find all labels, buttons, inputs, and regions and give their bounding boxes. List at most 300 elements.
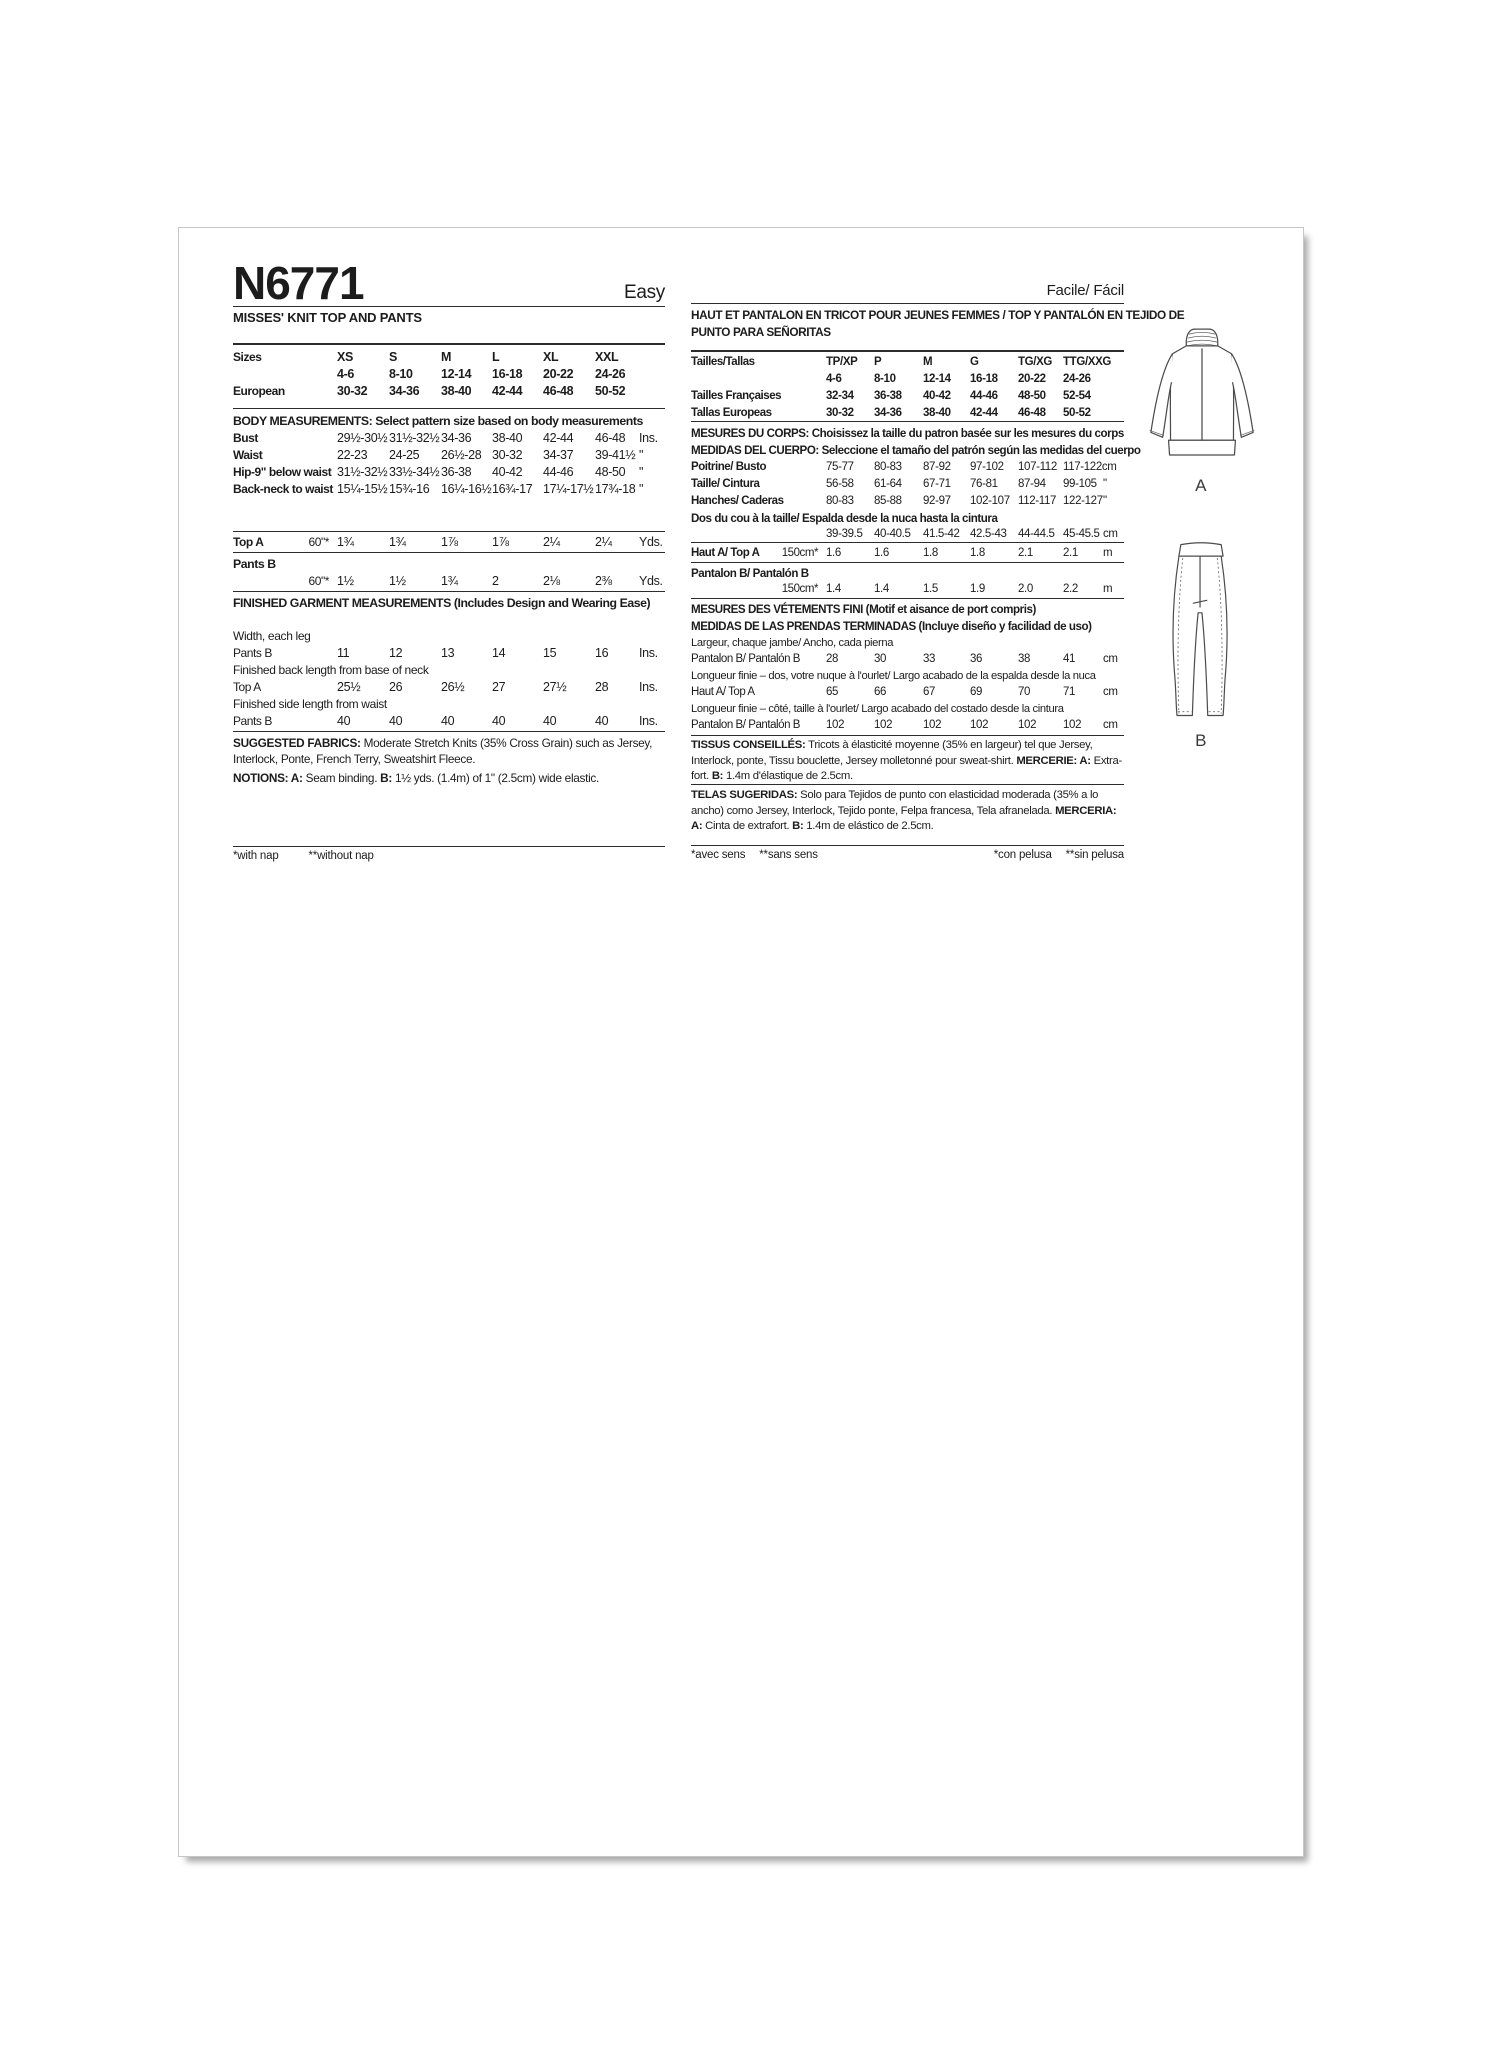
cell: 42-44 bbox=[543, 431, 574, 445]
unit-cell: m bbox=[1103, 547, 1113, 559]
cell: 40 bbox=[389, 714, 403, 728]
garment-illustrations bbox=[1131, 323, 1271, 973]
cell: 38-40 bbox=[441, 384, 472, 398]
cell: L bbox=[492, 350, 500, 364]
title-fr-es-line2: PUNTO PARA SEÑORITAS bbox=[691, 325, 831, 339]
cell: 4-6 bbox=[826, 373, 842, 385]
con-pelusa-note: *con pelusa bbox=[993, 849, 1052, 861]
cell: 34-36 bbox=[441, 431, 472, 445]
row-label: Tailles Françaises bbox=[691, 390, 782, 402]
cell: 71 bbox=[1063, 686, 1076, 698]
cell: 30 bbox=[874, 653, 887, 665]
cell: 42-44 bbox=[492, 384, 523, 398]
garment-label: Haut A/ Top A bbox=[691, 547, 760, 559]
sizes-row bbox=[691, 354, 1124, 371]
finished-heading-fr: MESURES DES VÉTEMENTS FINI (Motif et aisance de port compris) bbox=[691, 603, 1036, 616]
row-label bbox=[233, 366, 337, 383]
unit-cell: Ins. bbox=[639, 646, 658, 660]
cell: 40 bbox=[441, 714, 455, 728]
cell: 2.0 bbox=[1018, 583, 1033, 595]
row-label: Sizes bbox=[233, 350, 262, 364]
cell: 1.6 bbox=[874, 547, 889, 559]
unit-cell bbox=[639, 366, 665, 383]
cell: 2.1 bbox=[1063, 547, 1078, 559]
cell: 48-50 bbox=[1018, 390, 1046, 402]
unit-cell bbox=[1103, 388, 1124, 405]
difficulty-en: Easy bbox=[623, 282, 665, 303]
cell: 8-10 bbox=[389, 367, 413, 381]
cell: 28 bbox=[595, 680, 609, 694]
cell: 67-71 bbox=[923, 478, 951, 490]
cell: 40 bbox=[595, 714, 609, 728]
cell: 70 bbox=[1018, 686, 1031, 698]
cell: 1.5 bbox=[923, 583, 938, 595]
cell: 2⅜ bbox=[595, 574, 612, 588]
cell: 17¾-18 bbox=[595, 482, 636, 496]
body-measurements-heading-es: MEDIDAS DEL CUERPO: Seleccione el tamaño del patrón según las medidas del cuerpo bbox=[691, 444, 1141, 457]
yardage-label-pants-b: Pants B bbox=[233, 557, 276, 571]
cell: 1¾ bbox=[441, 574, 458, 588]
finished-sub-back-length-fr-es: Longueur finie – dos, votre nuque à l'ourlet/ Largo acabado de la espalda desde la nuca bbox=[691, 670, 1096, 682]
fabric-width: 150cm* bbox=[781, 547, 818, 559]
avec-sens-note: *avec sens bbox=[691, 849, 746, 861]
garment-label: Top A bbox=[233, 535, 264, 549]
sans-sens-note: **sans sens bbox=[759, 849, 818, 861]
body-row bbox=[691, 476, 1124, 493]
back-neck-values-row bbox=[691, 526, 1124, 543]
cell: 1.8 bbox=[970, 547, 985, 559]
mercerie-b-label: B: bbox=[711, 770, 724, 782]
cell: 15¾-16 bbox=[389, 482, 430, 496]
unit-cell bbox=[639, 383, 665, 400]
finished-row bbox=[233, 713, 665, 730]
unit-cell: cm bbox=[1103, 719, 1118, 731]
fabric-width: 60"* bbox=[308, 535, 329, 549]
cell: 40 bbox=[337, 714, 351, 728]
notions-text-a: Seam binding. bbox=[302, 771, 381, 785]
header-row bbox=[233, 248, 665, 309]
divider bbox=[691, 562, 1124, 563]
cell: TP/XP bbox=[826, 356, 858, 368]
cell: 34-36 bbox=[874, 407, 902, 419]
cell: 8-10 bbox=[874, 373, 896, 385]
divider bbox=[691, 735, 1124, 736]
cell: 1.6 bbox=[826, 547, 841, 559]
cell: 38 bbox=[1018, 653, 1031, 665]
cell: 102-107 bbox=[970, 495, 1010, 507]
cell: 117-122cm bbox=[1063, 461, 1117, 473]
body-row bbox=[233, 430, 665, 447]
finished-row bbox=[691, 651, 1124, 668]
mercerie-text-b: 1.4m d'élastique de 2.5cm. bbox=[723, 770, 853, 782]
cell: 1⅞ bbox=[492, 535, 509, 549]
merceria-text-a: Cinta de extrafort. bbox=[702, 820, 793, 832]
cell: 102 bbox=[970, 719, 989, 731]
cell: 16-18 bbox=[492, 367, 523, 381]
cell: 69 bbox=[970, 686, 983, 698]
divider bbox=[691, 350, 1124, 352]
garment-a-illustration bbox=[1143, 323, 1261, 471]
cell: 30-32 bbox=[492, 448, 523, 462]
cell: 44-46 bbox=[543, 465, 574, 479]
cell: 38-40 bbox=[492, 431, 523, 445]
cell: 25½ bbox=[337, 680, 361, 694]
cell: 28 bbox=[826, 653, 839, 665]
sizes-row bbox=[691, 405, 1124, 422]
yardage-label-pantalon-b: Pantalon B/ Pantalón B bbox=[691, 567, 809, 580]
row-label: Pantalon B/ Pantalón B bbox=[691, 719, 801, 731]
notions bbox=[233, 770, 665, 786]
row-label bbox=[691, 371, 826, 388]
cell: 16¾-17 bbox=[492, 482, 533, 496]
cell: 75-77 bbox=[826, 461, 854, 473]
divider bbox=[233, 552, 665, 553]
sizes-row bbox=[691, 388, 1124, 405]
cell: 99-105 bbox=[1063, 478, 1097, 490]
cell: 36-38 bbox=[441, 465, 472, 479]
cell: 2.1 bbox=[1018, 547, 1033, 559]
cell: 31½-32½ bbox=[337, 465, 388, 479]
cell: 33 bbox=[923, 653, 936, 665]
cell: 65 bbox=[826, 686, 839, 698]
nap-footnote-fr-es bbox=[691, 849, 1124, 861]
suggested-fabrics-lead: SUGGESTED FABRICS: bbox=[233, 736, 361, 750]
row-label bbox=[691, 581, 826, 598]
cell: XXL bbox=[595, 350, 619, 364]
cell: 42-44 bbox=[970, 407, 998, 419]
unit-cell: Yds. bbox=[639, 574, 663, 588]
cell: 50-52 bbox=[595, 384, 626, 398]
body-row bbox=[691, 493, 1124, 510]
cell: 85-88 bbox=[874, 495, 902, 507]
mercerie-text-a: Extra-fort. bbox=[691, 754, 1122, 782]
cell: 61-64 bbox=[874, 478, 902, 490]
row-label: Top A bbox=[233, 680, 261, 694]
cell: 97-102 bbox=[970, 461, 1004, 473]
unit-cell bbox=[1103, 371, 1124, 388]
cell: 12 bbox=[389, 646, 403, 660]
cell: 20-22 bbox=[1018, 373, 1046, 385]
unit-cell: " bbox=[639, 448, 644, 462]
cell: 15¼-15½ bbox=[337, 482, 388, 496]
row-label: Tailles/Tallas bbox=[691, 356, 755, 368]
notions-text-b: 1½ yds. (1.4m) of 1" (2.5cm) wide elastic. bbox=[392, 771, 600, 785]
finished-sub-width-leg-fr-es: Largeur, chaque jambe/ Ancho, cada pierna bbox=[691, 637, 894, 649]
unit-cell bbox=[1103, 459, 1124, 476]
row-label: Poitrine/ Busto bbox=[691, 461, 767, 473]
cell: 102 bbox=[1018, 719, 1037, 731]
finished-row bbox=[691, 717, 1124, 734]
unit-cell: m bbox=[1103, 583, 1113, 595]
row-label: Taille/ Cintura bbox=[691, 478, 760, 490]
cell: 45-45.5 bbox=[1063, 528, 1100, 540]
finished-sub-width-leg: Width, each leg bbox=[233, 629, 311, 643]
merceria-b-label: B: bbox=[792, 820, 804, 832]
cell: 30-32 bbox=[337, 384, 368, 398]
garment-b-illustration bbox=[1157, 536, 1245, 728]
cell: 17¼-17½ bbox=[543, 482, 594, 496]
cell: 40 bbox=[543, 714, 557, 728]
cell: 40-42 bbox=[923, 390, 951, 402]
title-fr-es-line1: HAUT ET PANTALON EN TRICOT POUR JEUNES FEMMES / TOP Y PANTALÓN EN TEJIDO DE bbox=[691, 308, 1185, 322]
divider bbox=[233, 306, 665, 307]
cell: 46-48 bbox=[595, 431, 626, 445]
divider bbox=[691, 598, 1124, 599]
finished-row bbox=[233, 645, 665, 662]
tissus-text: Tricots à élasticité moyenne (35% en largeur) tel que Jersey, Interlock, ponte, Tissu bouclette, Jersey molletonné pour sweat-shirt. bbox=[691, 739, 1093, 767]
finished-heading-es: MEDIDAS DE LAS PRENDAS TERMINADAS (Incluye diseño y facilidad de uso) bbox=[691, 620, 1092, 633]
sin-pelusa-note: **sin pelusa bbox=[1065, 849, 1124, 861]
with-nap-note: *with nap bbox=[233, 850, 279, 862]
cell: 1¾ bbox=[389, 535, 406, 549]
yardage-row-top-a bbox=[233, 534, 665, 551]
cell: 1.9 bbox=[970, 583, 985, 595]
cell: 46-48 bbox=[543, 384, 574, 398]
divider bbox=[233, 531, 665, 532]
cell: 44-46 bbox=[970, 390, 998, 402]
cell: 1⅞ bbox=[441, 535, 458, 549]
notions-b-label: B: bbox=[380, 771, 393, 785]
cell: 87-94 bbox=[1018, 478, 1046, 490]
cell: 14 bbox=[492, 646, 506, 660]
row-label: Pantalon B/ Pantalón B bbox=[691, 653, 801, 665]
french-spanish-column bbox=[691, 228, 1185, 1856]
cell: 1½ bbox=[389, 574, 406, 588]
english-column bbox=[233, 228, 665, 1856]
cell: 41.5-42 bbox=[923, 528, 960, 540]
cell: 32-34 bbox=[826, 390, 854, 402]
body-measurements-heading-fr: MESURES DU CORPS: Choisissez la taille du patron basée sur les mesures du corps bbox=[691, 427, 1124, 440]
cell: 80-83 bbox=[826, 495, 854, 507]
cell: 33½-34½ bbox=[389, 465, 440, 479]
sizes-row bbox=[233, 349, 665, 366]
suggested-fabrics-text: Moderate Stretch Knits (35% Cross Grain) such as Jersey, Interlock, Ponte, French Terry, Sweatshirt Fleece. bbox=[233, 736, 653, 766]
cell: 42.5-43 bbox=[970, 528, 1007, 540]
cell: 112-117 bbox=[1018, 495, 1057, 507]
divider bbox=[233, 591, 665, 592]
cell: 76-81 bbox=[970, 478, 998, 490]
row-label: Hanches/ Caderas bbox=[691, 495, 784, 507]
row-label bbox=[691, 526, 826, 543]
finished-sub-back-length: Finished back length from base of neck bbox=[233, 663, 429, 677]
telas-text: Solo para Tejidos de punto con elasticidad moderada (35% a lo ancho) como Jersey, Interlock, Tejido ponte, Felpa francesa, Tela afranelada. bbox=[691, 789, 1099, 817]
cell: 40 bbox=[492, 714, 506, 728]
cell: 22-23 bbox=[337, 448, 368, 462]
row-label: Tallas Europeas bbox=[691, 407, 772, 419]
without-nap-note: **without nap bbox=[308, 850, 374, 862]
divider bbox=[691, 542, 1124, 543]
cell: 15 bbox=[543, 646, 557, 660]
cell: 26½-28 bbox=[441, 448, 482, 462]
unit-cell bbox=[639, 349, 665, 366]
cell: 67 bbox=[923, 686, 936, 698]
divider bbox=[233, 731, 665, 732]
nap-footnote-en bbox=[233, 850, 665, 862]
cell: 1¾ bbox=[337, 535, 354, 549]
cell: 27 bbox=[492, 680, 506, 694]
cell: 12-14 bbox=[441, 367, 472, 381]
divider bbox=[691, 784, 1124, 785]
cell: 26 bbox=[389, 680, 403, 694]
row-label: Haut A/ Top A bbox=[691, 686, 755, 698]
cell: 39-39.5 bbox=[826, 528, 863, 540]
unit-cell: Ins. bbox=[639, 714, 658, 728]
body-row bbox=[233, 464, 665, 481]
pattern-envelope-page bbox=[178, 227, 1304, 1857]
cell: TTG/XXG bbox=[1063, 356, 1112, 368]
cell: 87-92 bbox=[923, 461, 951, 473]
unit-cell: Ins. bbox=[639, 680, 658, 694]
nap-footnote-es bbox=[994, 849, 1124, 861]
cell: 2 bbox=[492, 574, 499, 588]
cell: 102 bbox=[1063, 719, 1082, 731]
divider bbox=[691, 421, 1124, 422]
garment-b-label: B bbox=[1195, 731, 1207, 750]
row-label: European bbox=[233, 384, 285, 398]
cell: 30-32 bbox=[826, 407, 854, 419]
cell: 80-83 bbox=[874, 461, 902, 473]
unit-cell: Ins. bbox=[639, 431, 658, 445]
divider bbox=[233, 343, 665, 345]
suggested-fabrics-fr bbox=[691, 738, 1124, 785]
cell: 2.2 bbox=[1063, 583, 1078, 595]
unit-cell bbox=[1103, 354, 1124, 371]
cell: 34-37 bbox=[543, 448, 574, 462]
cell: 34-36 bbox=[389, 384, 420, 398]
cell: 38-40 bbox=[923, 407, 951, 419]
cell: 36-38 bbox=[874, 390, 902, 402]
row-label bbox=[233, 573, 337, 590]
unit-cell bbox=[1103, 405, 1124, 422]
row-label: Back-neck to waist bbox=[233, 482, 333, 496]
unit-cell: " bbox=[1103, 478, 1107, 490]
telas-lead: TELAS SUGERIDAS: bbox=[691, 789, 798, 801]
cell: 31½-32½ bbox=[389, 431, 440, 445]
row-label: Bust bbox=[233, 431, 258, 445]
divider bbox=[233, 408, 665, 409]
cell: 50-52 bbox=[1063, 407, 1091, 419]
body-measurements-heading: BODY MEASUREMENTS: Select pattern size based on body measurements bbox=[233, 414, 643, 428]
cell: 2¼ bbox=[595, 535, 612, 549]
notions-lead: NOTIONS: A: bbox=[233, 771, 303, 785]
cell: 40-40.5 bbox=[874, 528, 911, 540]
cell: 56-58 bbox=[826, 478, 854, 490]
divider bbox=[691, 303, 1124, 304]
cell: 16-18 bbox=[970, 373, 998, 385]
cell: TG/XG bbox=[1018, 356, 1053, 368]
back-neck-label-fr-es: Dos du cou à la taille/ Espalda desde la nuca hasta la cintura bbox=[691, 512, 998, 525]
cell: S bbox=[389, 350, 397, 364]
cell: 29½-30½ bbox=[337, 431, 388, 445]
cell: 52-54 bbox=[1063, 390, 1091, 402]
cell: 46-48 bbox=[1018, 407, 1046, 419]
suggested-fabrics-es bbox=[691, 788, 1124, 835]
unit-cell: Yds. bbox=[639, 535, 663, 549]
cell: 2⅛ bbox=[543, 574, 560, 588]
cell: 1.4 bbox=[874, 583, 889, 595]
tissus-lead: TISSUS CONSEILLÉS: bbox=[691, 739, 806, 751]
finished-sub-side-length: Finished side length from waist bbox=[233, 697, 387, 711]
garment-a-label: A bbox=[1195, 476, 1207, 495]
divider bbox=[691, 845, 1124, 846]
cell: 27½ bbox=[543, 680, 567, 694]
cell: 41 bbox=[1063, 653, 1076, 665]
cell: 16 bbox=[595, 646, 609, 660]
merceria-text-b: 1.4m de elástico de 2.5cm. bbox=[803, 820, 934, 832]
mercerie-lead: MERCERIE: A: bbox=[1016, 754, 1091, 767]
cell: 66 bbox=[874, 686, 887, 698]
cell: M bbox=[441, 350, 452, 364]
cell: 26½ bbox=[441, 680, 465, 694]
cell: 2¼ bbox=[543, 535, 560, 549]
finished-sub-side-length-fr-es: Longueur finie – côté, taille à l'ourlet/ Largo acabado del costado desde la cintura bbox=[691, 703, 1064, 715]
row-label: Waist bbox=[233, 448, 263, 462]
cell: 1.8 bbox=[923, 547, 938, 559]
cell: 102 bbox=[923, 719, 942, 731]
finished-row bbox=[233, 679, 665, 696]
cell: P bbox=[874, 356, 882, 368]
unit-cell: cm bbox=[1103, 686, 1118, 698]
cell: 107-112 bbox=[1018, 461, 1057, 473]
cell: 13 bbox=[441, 646, 455, 660]
cell: 102 bbox=[826, 719, 845, 731]
unit-cell: cm bbox=[1103, 528, 1118, 540]
yardage-row-pantalon-b bbox=[691, 581, 1124, 598]
cell: 102 bbox=[874, 719, 893, 731]
unit-cell: cm bbox=[1103, 653, 1118, 665]
pattern-number: N6771 bbox=[233, 256, 364, 309]
merceria-lead: MERCERIA: A: bbox=[691, 804, 1117, 832]
yardage-row-haut-a bbox=[691, 545, 1124, 562]
cell: 36 bbox=[970, 653, 983, 665]
sizes-row bbox=[233, 366, 665, 383]
cell: 1.4 bbox=[826, 583, 841, 595]
cell: 12-14 bbox=[923, 373, 951, 385]
body-row bbox=[691, 459, 1124, 476]
cell: 11 bbox=[337, 646, 350, 660]
cell: XL bbox=[543, 350, 559, 364]
unit-cell: " bbox=[1103, 495, 1107, 507]
row-label bbox=[233, 534, 337, 551]
title-en: MISSES' KNIT TOP AND PANTS bbox=[233, 310, 422, 325]
difficulty-fr-es: Facile/ Fácil bbox=[1046, 282, 1124, 299]
sizes-row bbox=[691, 371, 1124, 388]
cell: 48-50 bbox=[595, 465, 626, 479]
yardage-row-pants-b bbox=[233, 573, 665, 590]
cell: G bbox=[970, 356, 979, 368]
cell: 92-97 bbox=[923, 495, 951, 507]
cell: 1½ bbox=[337, 574, 354, 588]
cell: 24-26 bbox=[1063, 373, 1091, 385]
cell: 24-25 bbox=[389, 448, 420, 462]
cell: 24-26 bbox=[595, 367, 626, 381]
sizes-row bbox=[233, 383, 665, 400]
body-row bbox=[233, 447, 665, 464]
finished-row bbox=[691, 684, 1124, 701]
row-label: Hip-9" below waist bbox=[233, 465, 332, 479]
row-label bbox=[691, 545, 826, 562]
cell: 44-44.5 bbox=[1018, 528, 1055, 540]
cell: 122-127 bbox=[1063, 495, 1103, 507]
suggested-fabrics bbox=[233, 735, 665, 767]
nap-footnote-fr bbox=[691, 849, 818, 861]
fabric-width: 150cm* bbox=[781, 583, 818, 595]
unit-cell: " bbox=[639, 482, 644, 496]
row-label: Pants B bbox=[233, 714, 272, 728]
cell: 39-41½ bbox=[595, 448, 636, 462]
finished-measurements-heading: FINISHED GARMENT MEASUREMENTS (Includes Design and Wearing Ease) bbox=[233, 596, 651, 610]
cell: 40-42 bbox=[492, 465, 523, 479]
